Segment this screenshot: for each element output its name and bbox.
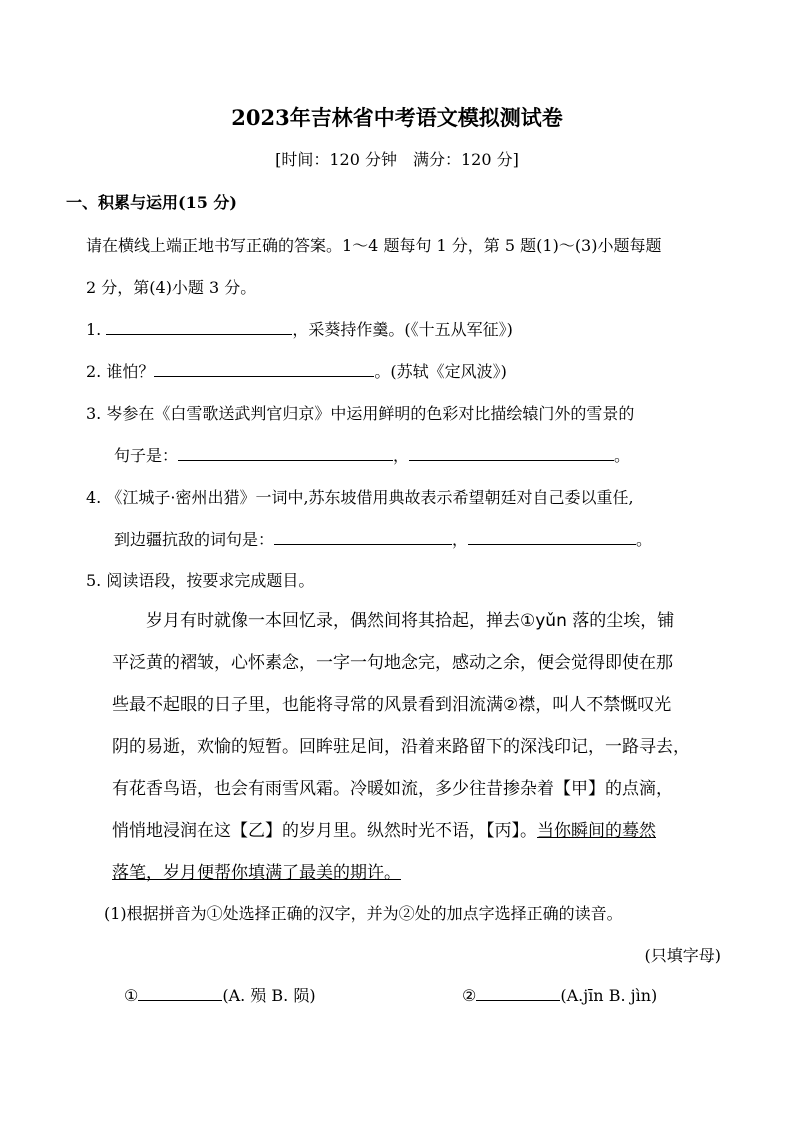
question-text: ，采葵持作羹。(《十五从军征》) <box>292 320 513 339</box>
question-number: 3. <box>86 404 102 423</box>
answer-blank[interactable] <box>178 443 393 461</box>
instruction-line-2: 2 分，第(4)小题 3 分。 <box>86 278 257 297</box>
passage-line-3: 些最不起眼的日子里，也能将寻常的风景看到泪流满②襟，叫人不禁慨叹光 <box>112 695 672 715</box>
option-choices: (A. 殒 B. 陨) <box>222 986 316 1005</box>
answer-blank[interactable] <box>476 983 560 1001</box>
passage-line-5: 有花香鸟语，也会有雨雪风霜。冷暖如流，多少往昔掺杂着【甲】的点滴， <box>112 779 673 799</box>
question-number: 2. <box>86 362 102 381</box>
option-2 <box>462 983 657 1005</box>
question-text: 岑参在《白雪歌送武判官归京》中运用鲜明的色彩对比描绘辕门外的雪景的 <box>106 404 635 423</box>
question-1 <box>86 317 513 340</box>
passage-line-1: 岁月有时就像一本回忆录，偶然间将其拾起，掸去①yǔn 落的尘埃，铺 <box>146 611 675 631</box>
passage-line-6 <box>112 816 656 841</box>
passage-line-4: 阴的易逝，欢愉的短暂。回眸驻足间，沿着来路留下的深浅印记，一路寻去， <box>112 737 690 757</box>
exam-title: 2023年吉林省中考语文模拟测试卷 <box>231 105 563 130</box>
underlined-sentence: 当你瞬间的蓦然 <box>537 821 656 841</box>
question-number: 5. <box>86 571 102 590</box>
answer-blank[interactable] <box>409 443 614 461</box>
circled-mark: ② <box>462 986 477 1005</box>
question-3 <box>86 401 634 424</box>
section-heading: 一、积累与运用(15 分) <box>66 193 237 212</box>
exam-time-score: [时间：120 分钟 满分：120 分] <box>275 150 519 169</box>
end-mark: 。 <box>614 446 631 465</box>
question-3-line-2 <box>114 443 630 466</box>
passage-line-2: 平泛黄的褶皱，心怀素念，一字一句地念完，感动之余，便会觉得即使在那 <box>112 653 673 673</box>
answer-note: (只填字母) <box>644 946 721 965</box>
sub-question-1: (1)根据拼音为①处选择正确的汉字，并为②处的加点字选择正确的读音。 <box>104 904 623 923</box>
question-2 <box>86 359 507 382</box>
question-text: 谁怕？ <box>106 362 155 381</box>
circled-mark: ① <box>124 986 139 1005</box>
answer-blank[interactable] <box>468 527 636 545</box>
underlined-sentence-end: 落笔，岁月便帮你填满了最美的期许。 <box>112 863 401 883</box>
option-1 <box>124 983 316 1006</box>
question-4 <box>86 485 634 508</box>
answer-blank[interactable] <box>154 359 374 377</box>
instruction-line-1: 请在横线上端正地书写正确的答案。1～4 题每句 1 分，第 5 题(1)～(3)小题每题 <box>86 236 662 255</box>
question-text: 《江城子·密州出猎》一词中,苏东坡借用典故表示希望朝廷对自己委以重任, <box>106 488 634 507</box>
question-4-line-2 <box>114 527 652 550</box>
question-number: 1. <box>86 320 102 339</box>
answer-blank[interactable] <box>138 983 222 1001</box>
question-text: 。(苏轼《定风波》) <box>374 362 507 381</box>
answer-blank[interactable] <box>274 527 452 545</box>
question-5 <box>86 568 314 591</box>
separator: ， <box>452 530 469 549</box>
question-text: 阅读语段，按要求完成题目。 <box>106 571 315 590</box>
end-mark: 。 <box>636 530 653 549</box>
question-text: 到边疆抗敌的词句是： <box>114 530 275 549</box>
passage-text: 悄悄地浸润在这【乙】的岁月里。纵然时光不语，【丙】。 <box>112 821 537 841</box>
question-text: 句子是： <box>114 446 179 465</box>
separator: ， <box>393 446 410 465</box>
question-number: 4. <box>86 488 102 507</box>
option-choices: (A.jīn B. jìn) <box>560 986 658 1005</box>
answer-blank[interactable] <box>106 317 292 335</box>
